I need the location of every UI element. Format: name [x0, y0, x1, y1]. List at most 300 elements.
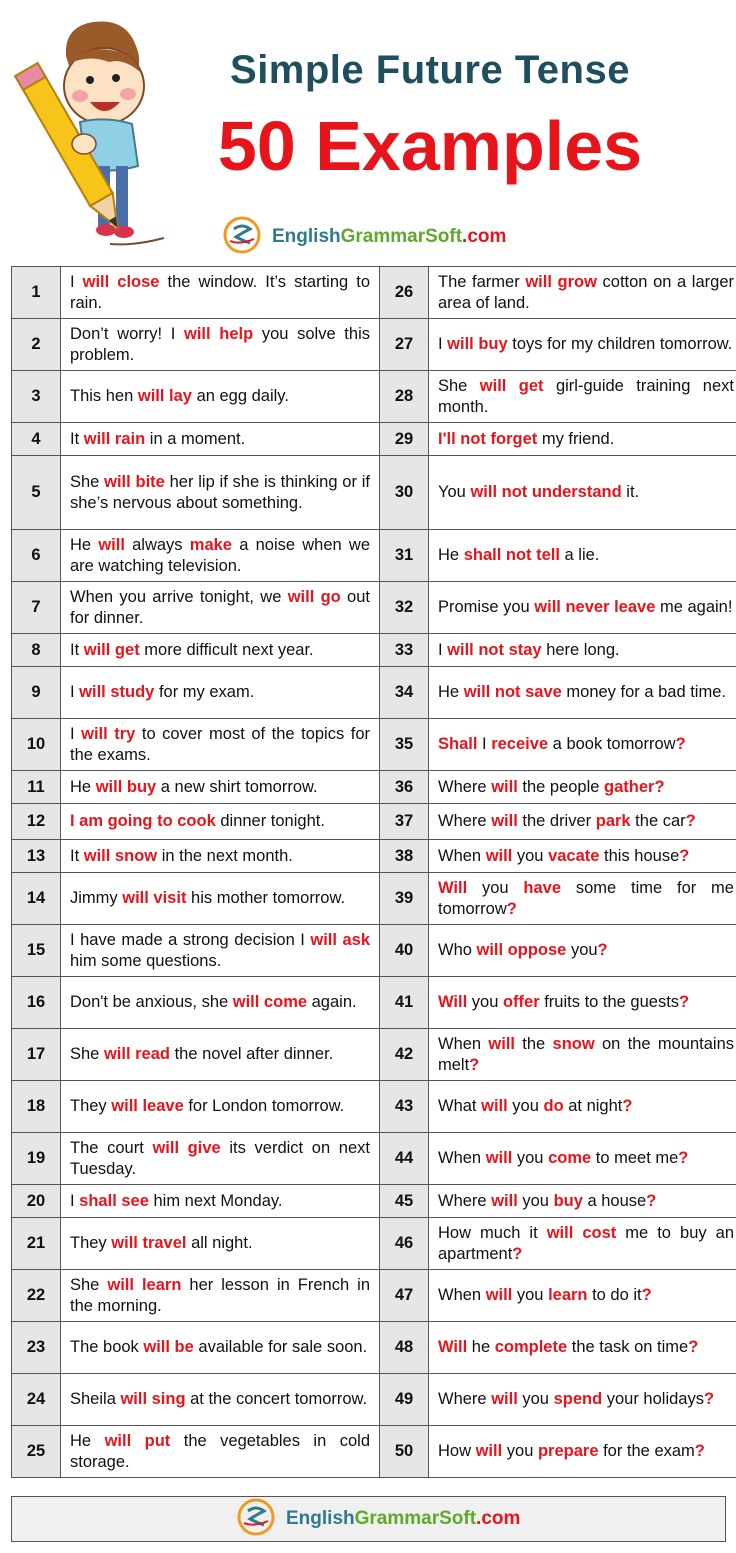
sentence-text: She: [70, 472, 105, 491]
table-row: [12, 771, 736, 804]
highlight-text: ?: [675, 735, 686, 753]
table-row: [12, 1185, 736, 1218]
example-sentence: [429, 530, 736, 582]
highlight-text: will not save: [463, 683, 562, 701]
highlight-text: ?: [679, 846, 690, 865]
sentence-text: He: [70, 777, 96, 796]
sentence-text: It: [70, 429, 84, 448]
sentence-text: more difficult next year.: [139, 640, 314, 659]
example-sentence: [429, 1374, 736, 1426]
sentence-text: me to buy an apartment: [438, 1223, 734, 1263]
highlight-text: will not stay: [447, 640, 542, 659]
example-sentence: [429, 267, 736, 319]
sentence-text: her lip if she is thinking or if she’s nervous about something.: [70, 472, 370, 512]
sentence-text: She: [70, 1045, 104, 1063]
example-sentence: [429, 977, 736, 1029]
sentence-text: her lesson in French in the morning.: [70, 1275, 370, 1315]
highlight-text: will buy: [95, 777, 157, 796]
table-row: [12, 840, 736, 873]
brand-part-english: English: [286, 1508, 355, 1529]
example-number: 28: [380, 371, 429, 423]
sentence-text: He: [70, 535, 99, 554]
sentence-text: Jimmy: [70, 889, 123, 907]
sentence-text: I: [70, 724, 82, 743]
brand-link-top[interactable]: [220, 215, 506, 259]
example-number: 16: [12, 977, 61, 1029]
sentence-text: it.: [621, 483, 640, 501]
sentence-text: the people: [517, 777, 605, 796]
example-number: 15: [12, 925, 61, 977]
sentence-text: the: [515, 1034, 553, 1053]
brand-part-english: English: [272, 226, 341, 247]
example-number: 47: [380, 1270, 429, 1322]
highlight-text: will lay: [137, 387, 192, 405]
example-sentence: [429, 1218, 736, 1270]
sentence-text: toys for my children tomorrow.: [507, 335, 733, 353]
highlight-text: spend: [553, 1390, 603, 1408]
highlight-text: will: [491, 1390, 518, 1408]
sentence-text: the novel after dinner.: [169, 1045, 334, 1063]
sentence-text: Where: [438, 1390, 492, 1408]
example-number: 44: [380, 1133, 429, 1185]
example-sentence: [429, 582, 736, 634]
sentence-text: for the exam: [598, 1442, 695, 1460]
highlight-text: ?: [641, 1286, 652, 1304]
example-sentence: [429, 1029, 736, 1081]
highlight-text: park: [595, 812, 631, 830]
highlight-text: I'll not forget: [438, 429, 538, 448]
example-sentence: [429, 840, 736, 873]
example-sentence: [61, 719, 380, 771]
sentence-text: They: [70, 1097, 112, 1115]
example-number: 25: [12, 1426, 61, 1478]
sentence-text: Sheila: [70, 1390, 121, 1408]
highlight-text: offer: [502, 993, 540, 1011]
table-row: [12, 925, 736, 977]
examples-table: [11, 266, 736, 1478]
example-number: 12: [12, 804, 61, 840]
sentence-text: Where: [438, 1191, 492, 1210]
sentence-text: When you arrive tonight, we: [70, 587, 288, 606]
sentence-text: to do it: [587, 1286, 642, 1304]
highlight-text: will come: [232, 993, 308, 1011]
example-sentence: [61, 1218, 380, 1270]
highlight-text: will sing: [120, 1390, 186, 1408]
highlight-text: will travel: [111, 1234, 187, 1252]
highlight-text: will: [485, 1286, 513, 1304]
highlight-text: receive: [491, 735, 549, 753]
highlight-text: prepare: [537, 1442, 599, 1460]
highlight-text: ?: [679, 993, 690, 1011]
highlight-text: shall not tell: [463, 546, 560, 564]
example-number: 21: [12, 1218, 61, 1270]
example-sentence: [61, 771, 380, 804]
highlight-text: will: [491, 1191, 518, 1210]
sentence-text: He: [70, 1431, 105, 1450]
highlight-text: will: [491, 777, 518, 796]
example-number: 35: [380, 719, 429, 771]
example-sentence: [61, 977, 380, 1029]
example-sentence: [429, 1133, 736, 1185]
sentence-text: some time for me tomorrow: [438, 878, 734, 918]
example-number: 49: [380, 1374, 429, 1426]
example-sentence: [429, 1270, 736, 1322]
example-sentence: [429, 771, 736, 804]
highlight-text: will give: [152, 1138, 221, 1157]
table-row: [12, 1218, 736, 1270]
table-row: [12, 977, 736, 1029]
sentence-text: The court: [70, 1138, 153, 1157]
sentence-text: you: [507, 1097, 544, 1115]
highlight-text: ?: [622, 1097, 633, 1115]
sentence-text: I have made a strong decision I: [70, 930, 311, 949]
sentence-text: in a moment.: [145, 429, 246, 448]
sentence-text: money for a bad time.: [561, 683, 726, 701]
sentence-text: him next Monday.: [148, 1191, 283, 1210]
table-row: [12, 530, 736, 582]
example-number: 5: [12, 456, 61, 530]
example-sentence: [429, 873, 736, 925]
example-number: 33: [380, 634, 429, 667]
example-sentence: [429, 456, 736, 530]
sentence-text: its verdict on next Tuesday.: [70, 1138, 370, 1178]
sentence-text: Don’t worry! I: [70, 324, 185, 343]
englishgrammar-logo-icon: [220, 215, 264, 259]
highlight-text: gather?: [604, 777, 665, 796]
highlight-text: will cost: [546, 1223, 617, 1242]
highlight-text: ?: [512, 1244, 523, 1263]
example-number: 20: [12, 1185, 61, 1218]
highlight-text: will be: [143, 1338, 194, 1356]
table-row: [12, 667, 736, 719]
sentence-text: the car: [630, 812, 686, 830]
example-sentence: [61, 456, 380, 530]
sentence-text: When: [438, 1286, 486, 1304]
highlight-text: Shall: [438, 735, 478, 753]
example-number: 45: [380, 1185, 429, 1218]
table-row: [12, 1081, 736, 1133]
boy-with-pencil-illustration: [14, 16, 184, 251]
highlight-text: Will: [438, 878, 468, 897]
example-number: 38: [380, 840, 429, 873]
example-number: 46: [380, 1218, 429, 1270]
example-number: 40: [380, 925, 429, 977]
highlight-text: will get: [83, 640, 140, 659]
highlight-text: ?: [646, 1191, 657, 1210]
table-row: [12, 423, 736, 456]
table-row: [12, 456, 736, 530]
example-number: 2: [12, 319, 61, 371]
sentence-text: Where: [438, 777, 492, 796]
example-number: 39: [380, 873, 429, 925]
example-sentence: [61, 634, 380, 667]
highlight-text: will visit: [122, 889, 187, 907]
example-sentence: [61, 582, 380, 634]
highlight-text: do: [543, 1097, 564, 1115]
example-number: 23: [12, 1322, 61, 1374]
example-number: 26: [380, 267, 429, 319]
highlight-text: Will: [438, 993, 468, 1011]
highlight-text: will bite: [104, 472, 165, 491]
sentence-text: all night.: [186, 1234, 253, 1252]
example-number: 41: [380, 977, 429, 1029]
highlight-text: will: [98, 535, 125, 554]
sentence-text: you: [566, 941, 598, 959]
example-number: 43: [380, 1081, 429, 1133]
highlight-text: will rain: [83, 429, 146, 448]
example-number: 19: [12, 1133, 61, 1185]
table-row: [12, 719, 736, 771]
sentence-text: you: [502, 1442, 538, 1460]
sentence-text: him some questions.: [70, 951, 222, 970]
example-number: 48: [380, 1322, 429, 1374]
sentence-text: at the concert tomorrow.: [185, 1390, 368, 1408]
example-sentence: [61, 1374, 380, 1426]
sentence-text: his mother tomorrow.: [186, 889, 346, 907]
example-sentence: [61, 1322, 380, 1374]
table-row: [12, 1270, 736, 1322]
example-number: 4: [12, 423, 61, 456]
highlight-text: will study: [79, 683, 155, 701]
brand-link-bottom[interactable]: [234, 1497, 520, 1541]
highlight-text: Will: [438, 1338, 468, 1356]
sentence-text: When: [438, 1149, 486, 1167]
example-sentence: [61, 530, 380, 582]
sentence-text: How: [438, 1442, 476, 1460]
table-row: [12, 1029, 736, 1081]
sentence-text: the vegetables in cold storage.: [70, 1431, 370, 1471]
sentence-text: out for dinner.: [70, 587, 370, 627]
header: [0, 0, 736, 262]
sentence-text: you solve this problem.: [70, 324, 370, 364]
brand-text-top: [272, 226, 506, 248]
title-line-2: 50 Examples: [217, 107, 643, 185]
sentence-text: How much it: [438, 1223, 547, 1242]
example-number: 1: [12, 267, 61, 319]
highlight-text: complete: [494, 1338, 568, 1356]
sentence-text: a house: [582, 1191, 647, 1210]
example-sentence: [61, 873, 380, 925]
highlight-text: will try: [81, 724, 136, 743]
example-sentence: [429, 1185, 736, 1218]
highlight-text: will: [491, 812, 518, 830]
sentence-text: He: [438, 546, 464, 564]
sentence-text: dinner tonight.: [215, 812, 325, 830]
example-number: 9: [12, 667, 61, 719]
sentence-text: He: [438, 683, 464, 701]
example-sentence: [429, 423, 736, 456]
highlight-text: have: [523, 878, 562, 897]
highlight-text: will: [488, 1034, 515, 1053]
sentence-text: It: [70, 846, 84, 865]
example-number: 37: [380, 804, 429, 840]
sentence-text: you: [512, 846, 549, 865]
sentence-text: girl-guide training next month.: [438, 376, 734, 416]
table-row: [12, 1374, 736, 1426]
highlight-text: snow: [552, 1034, 595, 1053]
example-sentence: [61, 925, 380, 977]
example-sentence: [61, 1081, 380, 1133]
highlight-text: ?: [694, 1442, 705, 1460]
sentence-text: at night: [563, 1097, 623, 1115]
example-sentence: [61, 371, 380, 423]
highlight-text: ?: [506, 899, 517, 918]
table-row: [12, 873, 736, 925]
highlight-text: will get: [479, 376, 544, 395]
brand-part-com: .com: [476, 1508, 521, 1529]
highlight-text: I am going to cook: [70, 812, 216, 830]
example-number: 6: [12, 530, 61, 582]
example-number: 10: [12, 719, 61, 771]
highlight-text: shall see: [79, 1191, 149, 1210]
sentence-text: the driver: [517, 812, 596, 830]
sentence-text: you: [512, 1149, 549, 1167]
highlight-text: come: [548, 1149, 592, 1167]
highlight-text: ?: [688, 1338, 699, 1356]
example-number: 50: [380, 1426, 429, 1478]
sentence-text: always: [124, 535, 190, 554]
table-row: [12, 267, 736, 319]
example-number: 34: [380, 667, 429, 719]
sentence-text: your holidays: [602, 1390, 704, 1408]
sentence-text: you: [467, 878, 524, 897]
example-number: 3: [12, 371, 61, 423]
example-sentence: [429, 371, 736, 423]
example-number: 24: [12, 1374, 61, 1426]
highlight-text: will snow: [83, 846, 158, 865]
example-sentence: [61, 1270, 380, 1322]
example-number: 32: [380, 582, 429, 634]
sentence-text: you: [517, 1191, 554, 1210]
highlight-text: will buy: [447, 335, 508, 353]
example-number: 27: [380, 319, 429, 371]
sentence-text: She: [438, 376, 480, 395]
brand-text-bottom: [286, 1508, 520, 1530]
highlight-text: ?: [678, 1149, 689, 1167]
example-number: 36: [380, 771, 429, 804]
sentence-text: I: [70, 272, 83, 291]
highlight-text: will oppose: [476, 941, 567, 959]
highlight-text: will close: [82, 272, 160, 291]
example-number: 7: [12, 582, 61, 634]
highlight-text: will grow: [525, 272, 597, 291]
example-number: 22: [12, 1270, 61, 1322]
highlight-text: will learn: [107, 1275, 182, 1294]
sentence-text: fruits to the guests: [539, 993, 680, 1011]
title-line-1: Simple Future Tense: [230, 48, 630, 92]
table-row: [12, 1133, 736, 1185]
highlight-text: will help: [184, 324, 254, 343]
sentence-text: me again!: [655, 598, 733, 616]
sentence-text: I: [70, 683, 80, 701]
example-number: 17: [12, 1029, 61, 1081]
table-row: [12, 634, 736, 667]
englishgrammar-logo-icon: [234, 1497, 278, 1541]
example-sentence: [61, 667, 380, 719]
sentence-text: a lie.: [559, 546, 600, 564]
highlight-text: ?: [703, 1390, 715, 1408]
sentence-text: in the next month.: [157, 846, 293, 865]
example-sentence: [429, 804, 736, 840]
table-row: [12, 1322, 736, 1374]
example-number: 31: [380, 530, 429, 582]
example-sentence: [61, 1426, 380, 1478]
highlight-text: will never leave: [534, 598, 656, 616]
sentence-text: Promise you: [438, 598, 535, 616]
sentence-text: for my exam.: [154, 683, 255, 701]
sentence-text: a noise when we are watching television.: [70, 535, 370, 575]
example-sentence: [61, 423, 380, 456]
sentence-text: he: [467, 1338, 495, 1356]
example-sentence: [61, 319, 380, 371]
sentence-text: on the mountains melt: [438, 1034, 735, 1074]
highlight-text: will read: [103, 1045, 170, 1063]
highlight-text: will put: [104, 1431, 171, 1450]
highlight-text: ?: [469, 1055, 480, 1074]
table-row: [12, 1426, 736, 1478]
example-sentence: [429, 634, 736, 667]
example-sentence: [61, 267, 380, 319]
example-sentence: [429, 319, 736, 371]
highlight-text: learn: [548, 1286, 588, 1304]
sentence-text: This hen: [70, 387, 138, 405]
highlight-text: vacate: [548, 846, 600, 865]
sentence-text: I: [438, 335, 448, 353]
sentence-text: She: [70, 1275, 108, 1294]
highlight-text: make: [189, 535, 232, 554]
sentence-text: you: [512, 1286, 549, 1304]
example-number: 42: [380, 1029, 429, 1081]
sentence-text: The book: [70, 1338, 144, 1356]
highlight-text: ?: [685, 812, 696, 830]
sentence-text: available for sale soon.: [193, 1338, 368, 1356]
sentence-text: It: [70, 640, 84, 659]
example-sentence: [429, 1426, 736, 1478]
table-row: [12, 371, 736, 423]
sentence-text: Don't be anxious, she: [70, 993, 233, 1011]
sentence-text: you: [517, 1390, 554, 1408]
highlight-text: will: [485, 846, 513, 865]
sentence-text: to meet me: [591, 1149, 679, 1167]
sentence-text: a book tomorrow: [548, 735, 676, 753]
brand-part-com: .com: [462, 226, 507, 247]
example-sentence: [429, 667, 736, 719]
sentence-text: my friend.: [537, 429, 615, 448]
sentence-text: a new shirt tomorrow.: [156, 777, 318, 796]
sentence-text: They: [70, 1234, 112, 1252]
sentence-text: When: [438, 846, 486, 865]
example-sentence: [61, 1133, 380, 1185]
brand-part-grammarsoft: GrammarSoft: [340, 226, 463, 247]
example-sentence: [61, 804, 380, 840]
highlight-text: will go: [287, 587, 341, 606]
table-row: [12, 319, 736, 371]
example-sentence: [61, 840, 380, 873]
example-sentence: [61, 1029, 380, 1081]
sentence-text: this house: [599, 846, 680, 865]
sentence-text: I: [477, 735, 492, 753]
example-number: 13: [12, 840, 61, 873]
sentence-text: for London tomorrow.: [183, 1097, 345, 1115]
example-number: 30: [380, 456, 429, 530]
example-number: 29: [380, 423, 429, 456]
sentence-text: here long.: [541, 640, 620, 659]
example-number: 18: [12, 1081, 61, 1133]
sentence-text: an egg daily.: [191, 387, 289, 405]
brand-part-grammarsoft: GrammarSoft: [354, 1508, 477, 1529]
example-sentence: [61, 1185, 380, 1218]
example-sentence: [429, 719, 736, 771]
